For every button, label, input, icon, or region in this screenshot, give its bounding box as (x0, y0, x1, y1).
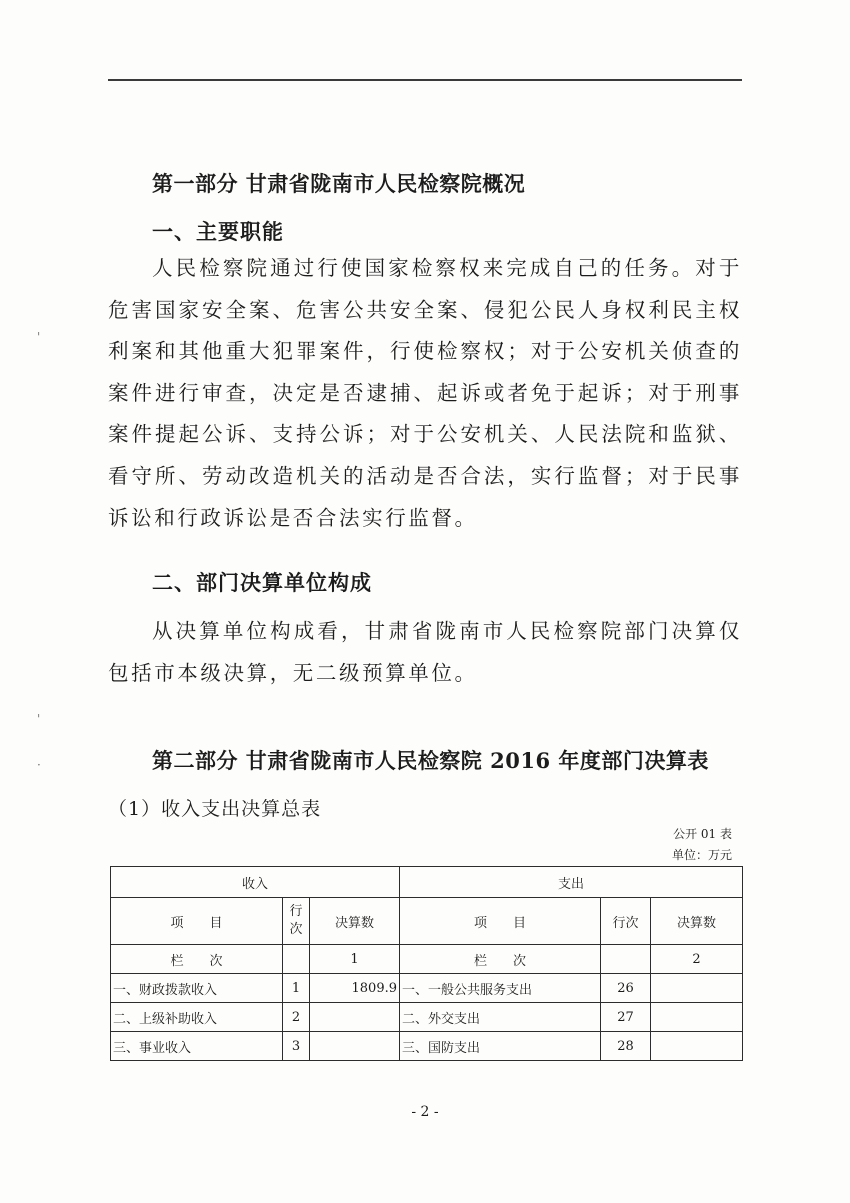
form-number: 公开 01 表 (673, 827, 732, 841)
income-line: 2 (283, 1003, 310, 1032)
section2-text: 从决算单位构成看，甘肃省陇南市人民检察院部门决算仅包括市本级决算，无二级预算单位。 (108, 619, 742, 685)
section1-title: 一、主要职能 (152, 219, 284, 244)
income-index-label: 栏 次 (111, 945, 283, 974)
part2-title: 第二部分 甘肃省陇南市人民检察院 2016 年度部门决算表 (152, 748, 709, 773)
income-header: 收入 (111, 867, 400, 898)
income-expense-table (110, 866, 743, 1061)
expense-amount-index: 2 (651, 945, 743, 974)
income-item: 一、财政拨款收入 (111, 974, 283, 1003)
header-rule (108, 79, 742, 81)
expense-line: 26 (601, 974, 651, 1003)
column-header-row (111, 898, 743, 945)
section1-text: 人民检察院通过行使国家检察权来完成自己的任务。对于危害国家安全案、危害公共安全案、侵犯公民人身权利民主权利案和其他重大犯罪案件，行使检察权；对于公安机关侦查的案件进行审查，决定是否逮捕、起诉或者免于起诉；对于刑事案件提起公诉、支持公诉；对于公安机关、人民法院和监狱、看守所、劳动改造机关的活动是否合法，实行监督；对于民事诉讼和行政诉讼是否合法实行监督。 (108, 256, 742, 530)
income-line-header: 行 次 (283, 898, 310, 945)
expense-item-header: 项 目 (400, 898, 601, 945)
expense-item: 一、一般公共服务支出 (400, 974, 601, 1003)
income-line: 1 (283, 974, 310, 1003)
income-item-header: 项 目 (111, 898, 283, 945)
unit-label: 单位：万元 (671, 848, 732, 862)
expense-line: 27 (601, 1003, 651, 1032)
page-number: - 2 - (411, 1104, 439, 1120)
income-amount: 1809.9 (310, 974, 400, 1003)
table-row (111, 974, 743, 1003)
expense-index-label: 栏 次 (400, 945, 601, 974)
expense-item: 二、外交支出 (400, 1003, 601, 1032)
table-subtitle: （1）收入支出决算总表 (108, 798, 322, 820)
expense-line-header: 行次 (601, 898, 651, 945)
income-amount (310, 1032, 400, 1061)
expense-item: 三、国防支出 (400, 1032, 601, 1061)
income-amount-header: 决算数 (310, 898, 400, 945)
income-item: 二、上级补助收入 (111, 1003, 283, 1032)
part1-title: 第一部分 甘肃省陇南市人民检察院概况 (152, 171, 526, 196)
table-row (111, 1003, 743, 1032)
income-amount-index: 1 (310, 945, 400, 974)
scan-mark: ' (37, 712, 41, 726)
expense-amount (651, 974, 743, 1003)
expense-line-index (601, 945, 651, 974)
income-item: 三、事业收入 (111, 1032, 283, 1061)
section2-title: 二、部门决算单位构成 (152, 570, 372, 595)
group-header-row (111, 867, 743, 898)
expense-amount (651, 1032, 743, 1061)
expense-line: 28 (601, 1032, 651, 1061)
expense-amount-header: 决算数 (651, 898, 743, 945)
income-amount (310, 1003, 400, 1032)
scan-mark: ' (37, 330, 41, 344)
table-row (111, 1032, 743, 1061)
expense-header: 支出 (400, 867, 743, 898)
scan-mark: · (37, 758, 41, 772)
income-line-index (283, 945, 310, 974)
expense-amount (651, 1003, 743, 1032)
income-line: 3 (283, 1032, 310, 1061)
column-index-row (111, 945, 743, 974)
